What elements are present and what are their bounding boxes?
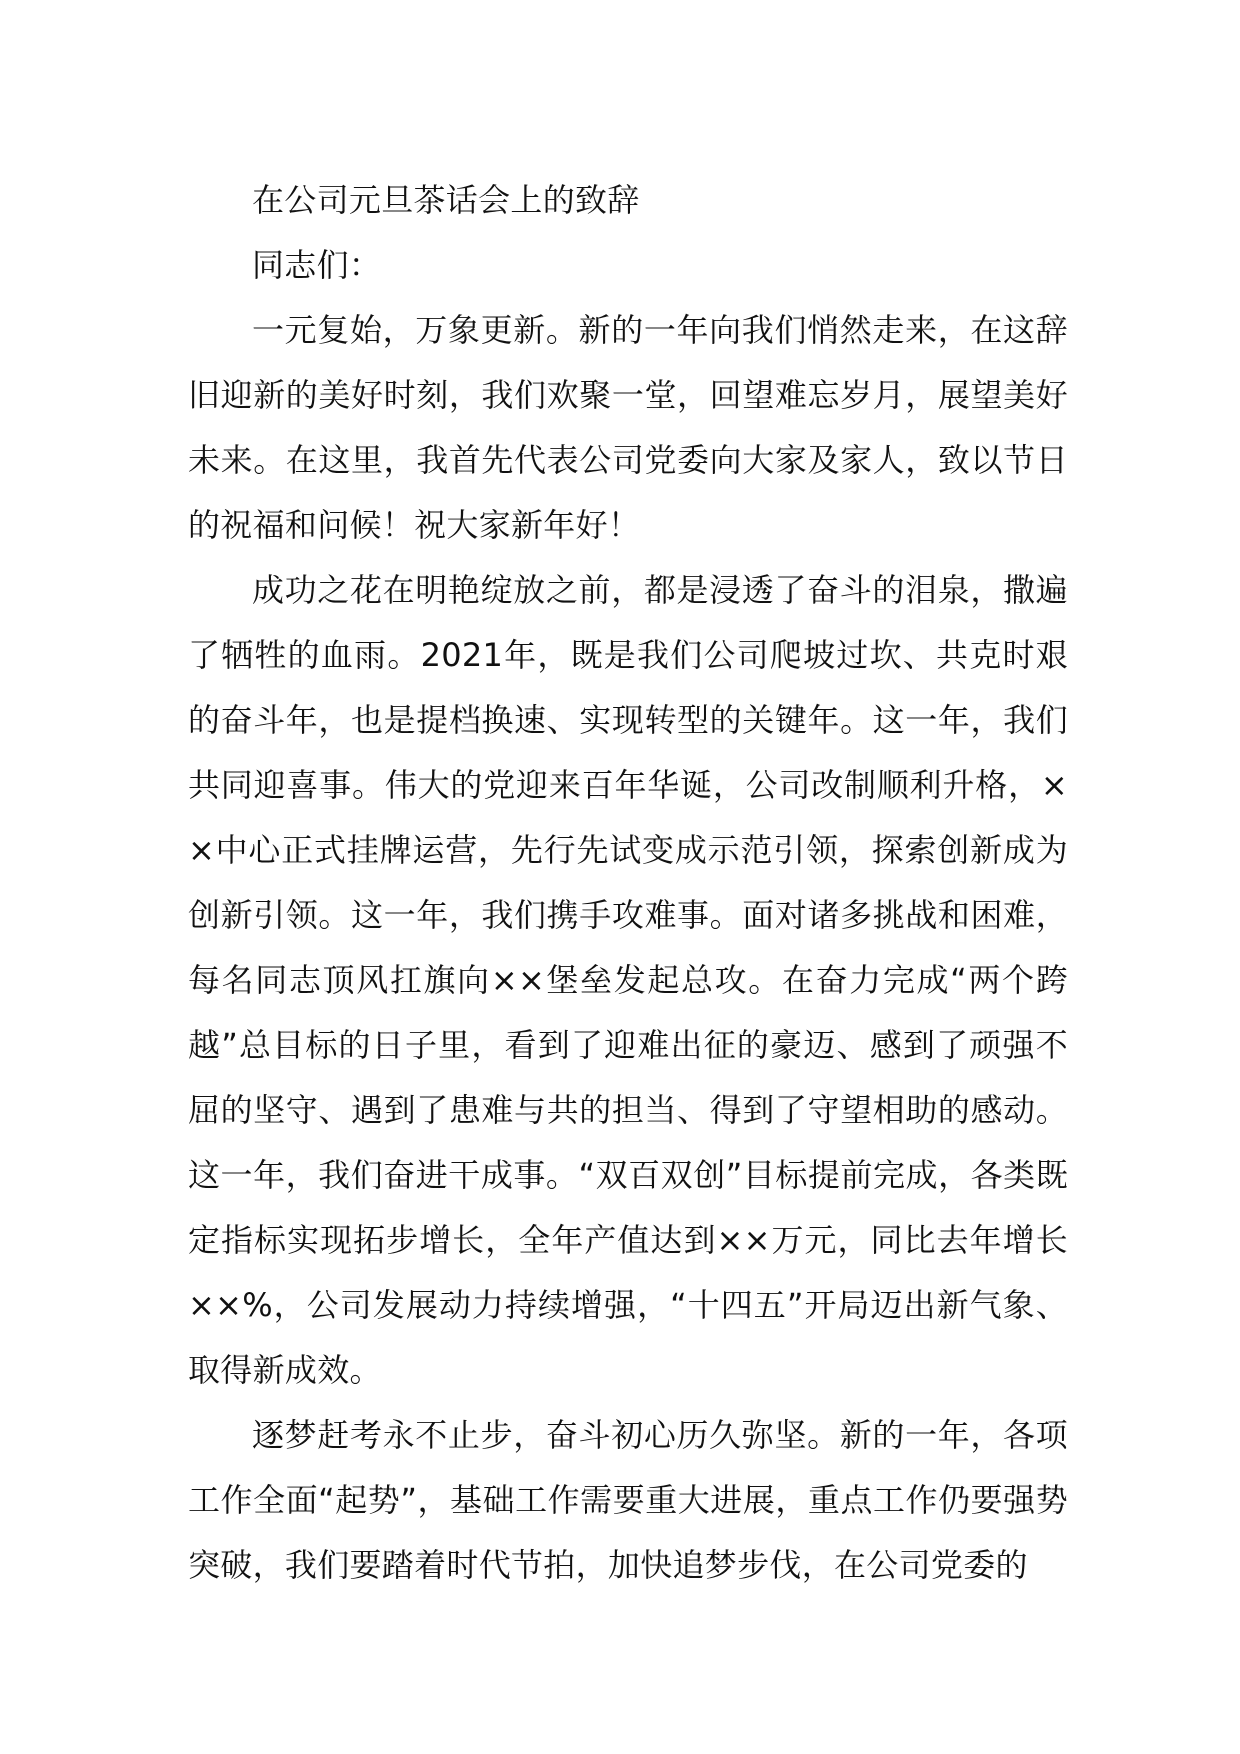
document-body: [188, 168, 1068, 1598]
paragraph-2: 成功之花在明艳绽放之前，都是浸透了奋斗的泪泉，撒遍了牺牲的血雨。2021年，既是我们公司爬坡过坎、共克时艰的奋斗年，也是提档换速、实现转型的关键年。这一年，我们共同迎喜事。伟大的党迎来百年华诞，公司改制顺利升格，××中心正式挂牌运营，先行先试变成示范引领，探索创新成为创新引领。这一年，我们携手攻难事。面对诸多挑战和困难，每名同志顶风扛旗向××堡垒发起总攻。在奋力完成“两个跨越”总目标的日子里，看到了迎难出征的豪迈、感到了顽强不屈的坚守、遇到了患难与共的担当、得到了守望相助的感动。这一年，我们奋进干成事。“双百双创”目标提前完成，各类既定指标实现拓步增长，全年产值达到××万元，同比去年增长××%，公司发展动力持续增强，“十四五”开局迈出新气象、取得新成效。: [188, 571, 1068, 1389]
salutation: 同志们：: [252, 246, 382, 284]
paragraph-1: 一元复始，万象更新。新的一年向我们悄然走来，在这辞旧迎新的美好时刻，我们欢聚一堂，回望难忘岁月，展望美好未来。在这里，我首先代表公司党委向大家及家人，致以节日的祝福和问候！祝大家新年好！: [188, 311, 1068, 544]
paragraph-3: 逐梦赶考永不止步，奋斗初心历久弥坚。新的一年，各项工作全面“起势”，基础工作需要重大进展，重点工作仍要强势突破，我们要踏着时代节拍，加快追梦步伐，在公司党委的: [188, 1416, 1068, 1584]
document-title: 在公司元旦茶话会上的致辞: [252, 181, 640, 219]
